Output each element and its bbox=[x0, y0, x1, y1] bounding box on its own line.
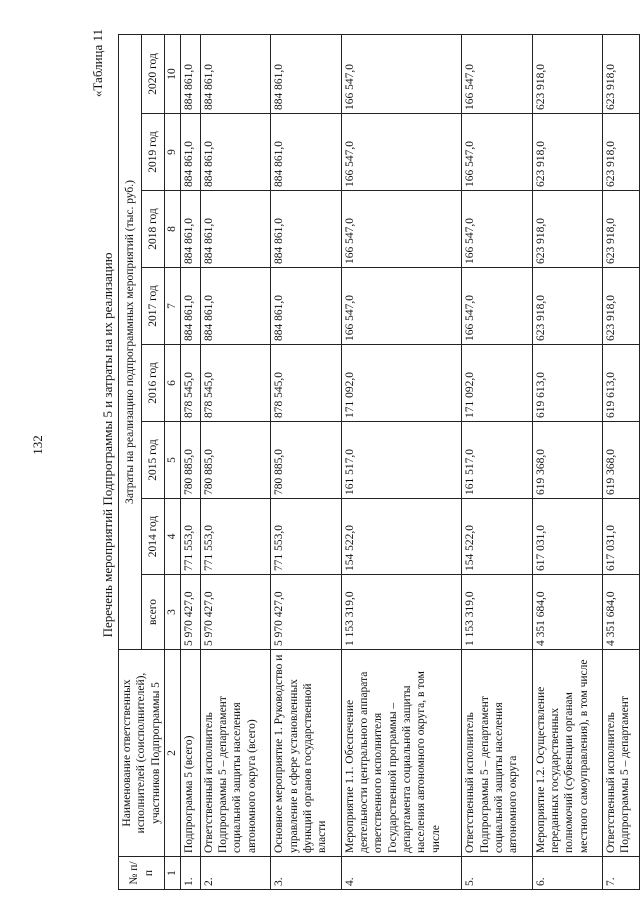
value-2020: 623 918,0 bbox=[603, 34, 640, 113]
value-2016: 171 092,0 bbox=[341, 345, 462, 422]
table-row bbox=[603, 34, 640, 889]
value-total: 1 153 319,0 bbox=[341, 575, 462, 650]
value-2017: 166 547,0 bbox=[462, 268, 532, 345]
value-2017: 884 861,0 bbox=[200, 268, 270, 345]
value-2016: 619 613,0 bbox=[532, 345, 602, 422]
value-2015: 780 885,0 bbox=[180, 422, 200, 499]
row-name: Мероприятие 1.1. Обеспечение деятельности центрального аппарата ответственного исполнителя Государственной программы – департамента социальной защиты населения автономного округа, в том числе bbox=[341, 650, 462, 857]
row-number: 1. bbox=[180, 857, 200, 890]
column-number: 6 bbox=[165, 345, 180, 422]
value-total: 4 351 684,0 bbox=[603, 575, 640, 650]
value-2014: 771 553,0 bbox=[271, 499, 341, 575]
value-2018: 166 547,0 bbox=[341, 191, 462, 268]
value-2018: 623 918,0 bbox=[603, 191, 640, 268]
value-2019: 623 918,0 bbox=[532, 114, 602, 191]
value-2019: 166 547,0 bbox=[462, 114, 532, 191]
column-number: 9 bbox=[165, 114, 180, 191]
value-2015: 161 517,0 bbox=[341, 422, 462, 499]
column-number-row bbox=[165, 34, 180, 889]
value-2017: 623 918,0 bbox=[532, 268, 602, 345]
year-header-2016: 2016 год bbox=[142, 345, 165, 422]
expenses-table bbox=[118, 34, 640, 890]
value-2019: 623 918,0 bbox=[603, 114, 640, 191]
table-label: «Таблица 11 bbox=[90, 28, 105, 98]
page-number: 132 bbox=[30, 435, 45, 455]
year-header-2017: 2017 год bbox=[142, 268, 165, 345]
value-2020: 884 861,0 bbox=[271, 34, 341, 113]
row-name: Ответственный исполнитель Подпрограммы 5 – департамент социальной защиты населения автономного округа (всего) bbox=[200, 650, 270, 857]
value-total: 5 970 427,0 bbox=[200, 575, 270, 650]
column-number: 2 bbox=[165, 650, 180, 857]
value-2015: 780 885,0 bbox=[271, 422, 341, 499]
table-row bbox=[180, 34, 200, 889]
rotated-table-container bbox=[118, 35, 638, 890]
year-header-2018: 2018 год bbox=[142, 191, 165, 268]
value-2016: 619 613,0 bbox=[603, 345, 640, 422]
column-number: 3 bbox=[165, 575, 180, 650]
column-number: 5 bbox=[165, 422, 180, 499]
value-2016: 171 092,0 bbox=[462, 345, 532, 422]
value-total: 1 153 319,0 bbox=[462, 575, 532, 650]
column-number: 1 bbox=[165, 857, 180, 890]
value-2017: 166 547,0 bbox=[341, 268, 462, 345]
value-2018: 884 861,0 bbox=[180, 191, 200, 268]
value-2018: 884 861,0 bbox=[200, 191, 270, 268]
value-2016: 878 545,0 bbox=[271, 345, 341, 422]
table-row bbox=[271, 34, 341, 889]
value-2019: 884 861,0 bbox=[271, 114, 341, 191]
value-2017: 884 861,0 bbox=[271, 268, 341, 345]
column-number: 8 bbox=[165, 191, 180, 268]
value-2020: 166 547,0 bbox=[462, 34, 532, 113]
row-name: Основное мероприятие 1. Руководство и управление в сфере установленных функций органов государственной власти bbox=[271, 650, 341, 857]
row-number: 5. bbox=[462, 857, 532, 890]
value-2017: 884 861,0 bbox=[180, 268, 200, 345]
year-header-2019: 2019 год bbox=[142, 114, 165, 191]
value-2018: 623 918,0 bbox=[532, 191, 602, 268]
costs-group-header: Затраты на реализацию подпрограммных мероприятий (тыс. руб.) bbox=[119, 34, 142, 649]
column-number: 4 bbox=[165, 499, 180, 575]
value-2019: 166 547,0 bbox=[341, 114, 462, 191]
value-2014: 154 522,0 bbox=[341, 499, 462, 575]
value-2020: 884 861,0 bbox=[200, 34, 270, 113]
value-2014: 617 031,0 bbox=[603, 499, 640, 575]
num-column-header: № п/п bbox=[119, 857, 165, 890]
value-2014: 771 553,0 bbox=[200, 499, 270, 575]
value-2015: 161 517,0 bbox=[462, 422, 532, 499]
value-2014: 771 553,0 bbox=[180, 499, 200, 575]
value-2014: 617 031,0 bbox=[532, 499, 602, 575]
value-2015: 780 885,0 bbox=[200, 422, 270, 499]
row-number: 4. bbox=[341, 857, 462, 890]
value-2020: 166 547,0 bbox=[341, 34, 462, 113]
document-title: Перечень мероприятий Подпрограммы 5 и затраты на их реализацию bbox=[100, 252, 115, 638]
year-header-2020: 2020 год bbox=[142, 34, 165, 113]
table-row bbox=[341, 34, 462, 889]
value-total: 4 351 684,0 bbox=[532, 575, 602, 650]
row-number: 3. bbox=[271, 857, 341, 890]
row-name: Подпрограмма 5 (всего) bbox=[180, 650, 200, 857]
value-2018: 166 547,0 bbox=[462, 191, 532, 268]
table-row bbox=[462, 34, 532, 889]
row-number: 7. bbox=[603, 857, 640, 890]
value-2020: 623 918,0 bbox=[532, 34, 602, 113]
row-number: 2. bbox=[200, 857, 270, 890]
name-column-header: Наименование ответственных исполнителей (соисполнителей), участников Подпрограммы 5 bbox=[119, 650, 165, 857]
value-2019: 884 861,0 bbox=[200, 114, 270, 191]
value-2015: 619 368,0 bbox=[603, 422, 640, 499]
value-2015: 619 368,0 bbox=[532, 422, 602, 499]
value-2014: 154 522,0 bbox=[462, 499, 532, 575]
value-2018: 884 861,0 bbox=[271, 191, 341, 268]
column-number: 7 bbox=[165, 268, 180, 345]
value-2017: 623 918,0 bbox=[603, 268, 640, 345]
column-number: 10 bbox=[165, 34, 180, 113]
row-name: Мероприятие 1.2. Осуществление переданных государственных полномочий (субвенции органам местного самоуправления), в том числе bbox=[532, 650, 602, 857]
row-name: Ответственный исполнитель Подпрограммы 5 – департамент социальной защиты населения автономного округа bbox=[462, 650, 532, 857]
value-total: 5 970 427,0 bbox=[180, 575, 200, 650]
row-number: 6. bbox=[532, 857, 602, 890]
value-2020: 884 861,0 bbox=[180, 34, 200, 113]
value-total: 5 970 427,0 bbox=[271, 575, 341, 650]
value-2016: 878 545,0 bbox=[180, 345, 200, 422]
total-column-header: всего bbox=[142, 575, 165, 650]
row-name: Ответственный исполнитель Подпрограммы 5 – департамент bbox=[603, 650, 640, 857]
table-row bbox=[532, 34, 602, 889]
table-row bbox=[200, 34, 270, 889]
year-header-2014: 2014 год bbox=[142, 499, 165, 575]
value-2019: 884 861,0 bbox=[180, 114, 200, 191]
year-header-2015: 2015 год bbox=[142, 422, 165, 499]
value-2016: 878 545,0 bbox=[200, 345, 270, 422]
